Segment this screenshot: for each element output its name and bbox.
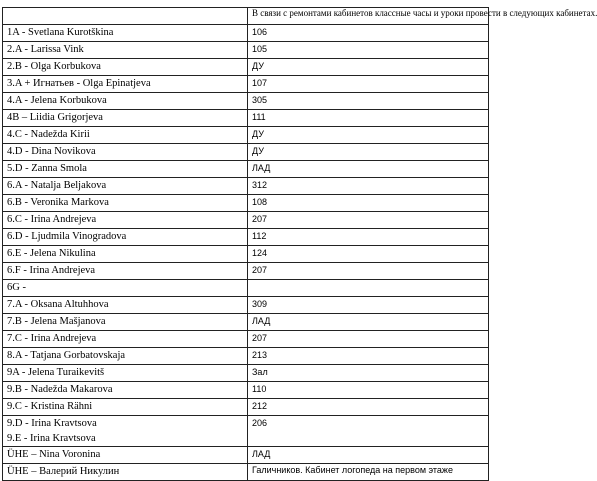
class-teacher-line: 9.E - Irina Kravtsova [7,433,96,444]
table-row [3,25,489,42]
class-teacher-cell: 1A - Svetlana Kurotškina [3,25,248,42]
class-teacher-cell: 6.A - Natalja Beljakova [3,178,248,195]
room-cell: 213 [248,348,489,365]
table-row [3,314,489,331]
room-cell: ЛАД [248,161,489,178]
room-cell: 108 [248,195,489,212]
class-teacher-line: 9.D - Irina Kravtsova [7,418,97,429]
room-cell: 110 [248,382,489,399]
room-cell: ЛАД [248,314,489,331]
class-teacher-cell: 6.C - Irina Andrejeva [3,212,248,229]
room-cell: 309 [248,297,489,314]
table-row [3,464,489,481]
class-teacher-cell [3,416,248,447]
room-cell: ДУ [248,127,489,144]
room-cell: 112 [248,229,489,246]
table-row [3,297,489,314]
table-row [3,178,489,195]
room-cell [248,280,489,297]
table-row [3,76,489,93]
room-cell: 207 [248,263,489,280]
class-teacher-cell: 9A - Jelena Turaikevitš [3,365,248,382]
room-cell: 111 [248,110,489,127]
class-teacher-cell: 5.D - Zanna Smola [3,161,248,178]
room-cell: 305 [248,93,489,110]
table-row [3,331,489,348]
table-row [3,382,489,399]
table-row [3,110,489,127]
table-row [3,93,489,110]
class-teacher-cell: 7.A - Oksana Altuhhova [3,297,248,314]
class-teacher-cell: 7.B - Jelena Mašjanova [3,314,248,331]
room-cell: 206 [248,416,489,447]
class-teacher-cell: 4.C - Nadežda Kirii [3,127,248,144]
table-row [3,127,489,144]
table-row [3,212,489,229]
class-teacher-cell: 2.B - Olga Korbukova [3,59,248,76]
table-row [3,161,489,178]
table-row [3,246,489,263]
class-teacher-cell: 6.B - Veronika Markova [3,195,248,212]
room-cell: ДУ [248,144,489,161]
table-row [3,365,489,382]
room-cell: ЛАД [248,447,489,464]
table-row [3,263,489,280]
header-row [3,8,489,25]
header-cell-note: В связи с ремонтами кабинетов классные часы и уроки провести в следующих кабинетах. [248,8,489,25]
table-row [3,42,489,59]
class-teacher-cell: ÜHE – Nina Voronina [3,447,248,464]
table-row [3,59,489,76]
room-cell: 212 [248,399,489,416]
table-row [3,229,489,246]
class-teacher-cell: 2.A - Larissa Vink [3,42,248,59]
table-row [3,195,489,212]
room-cell: ДУ [248,59,489,76]
room-cell: Галичников. Кабинет логопеда на первом этаже [248,464,489,481]
room-cell: 124 [248,246,489,263]
class-teacher-cell: 4B – Liidia Grigorjeva [3,110,248,127]
class-teacher-cell: 3.A + Игнатьев - Olga Epinatjeva [3,76,248,93]
header-cell-empty [3,8,248,25]
class-teacher-cell: 6.E - Jelena Nikulina [3,246,248,263]
table-row [3,447,489,464]
class-teacher-cell: 9.B - Nadežda Makarova [3,382,248,399]
table-row [3,144,489,161]
class-teacher-cell: ÜHE – Валерий Никулин [3,464,248,481]
room-cell: 105 [248,42,489,59]
table-row [3,416,489,447]
table-row [3,348,489,365]
table-row [3,280,489,297]
room-cell: 207 [248,331,489,348]
room-schedule-table [2,7,597,481]
room-cell: 207 [248,212,489,229]
class-teacher-cell: 6.D - Ljudmila Vinogradova [3,229,248,246]
class-teacher-cell: 6G - [3,280,248,297]
class-teacher-cell: 8.A - Tatjana Gorbatovskaja [3,348,248,365]
class-teacher-cell: 4.A - Jelena Korbukova [3,93,248,110]
table-row [3,399,489,416]
class-teacher-cell: 6.F - Irina Andrejeva [3,263,248,280]
class-teacher-cell: 4.D - Dina Novikova [3,144,248,161]
room-cell: 107 [248,76,489,93]
room-cell: 312 [248,178,489,195]
room-cell: Зал [248,365,489,382]
room-cell: 106 [248,25,489,42]
class-teacher-cell: 7.C - Irina Andrejeva [3,331,248,348]
class-teacher-cell: 9.C - Kristina Rähni [3,399,248,416]
